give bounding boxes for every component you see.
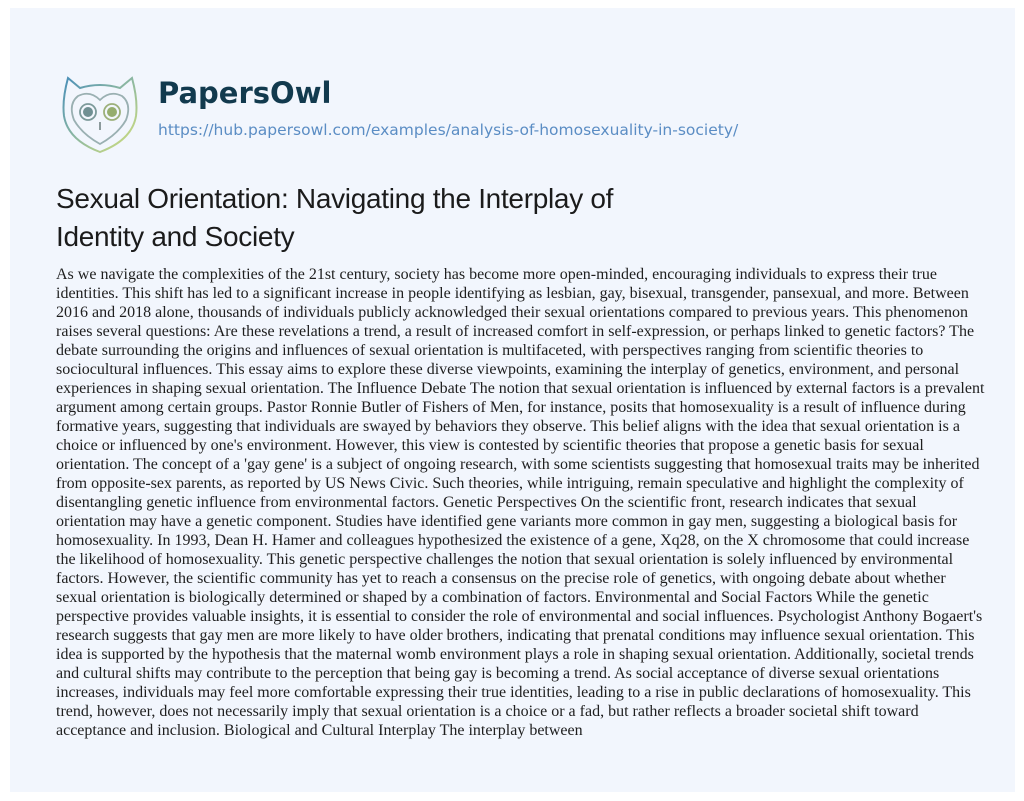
body-line: from opposite-sex parents, as reported by US News Civic. Such theories, while intriguing, remain speculative and highlight the complexity of	[56, 475, 964, 492]
body-line: As we navigate the complexities of the 21st century, society has become more open-minded, encouraging individuals to express their true	[56, 266, 937, 283]
body-line: orientation may have a genetic component. Studies have identified gene variants more common in gay men, suggesting a biological basis for	[56, 513, 958, 530]
body-line: homosexuality. In 1993, Dean H. Hamer and colleagues hypothesized the existence of a gene, Xq28, on the X chromosome that could increase	[56, 532, 970, 549]
article-body	[56, 265, 996, 740]
body-line: perspective provides valuable insights, it is essential to consider the role of environmental and social influences. Psychologist Anthony Bogaert's	[56, 608, 983, 625]
body-line: the likelihood of homosexuality. This genetic perspective challenges the notion that sexual orientation is solely influenced by environmental	[56, 551, 954, 568]
body-line: experiences in shaping sexual orientation. The Influence Debate The notion that sexual orientation is influenced by external factors is a prevalent	[56, 380, 985, 397]
body-line: acceptance and inclusion. Biological and Cultural Interplay The interplay between	[56, 722, 583, 739]
body-line: orientation. The concept of a 'gay gene' is a subject of ongoing research, with some scientists suggesting that homosexual traits may be inherited	[56, 456, 980, 473]
brand-name: PapersOwl	[158, 76, 332, 110]
document-card	[10, 8, 1015, 792]
body-line: 2016 and 2018 alone, thousands of individuals publicly acknowledged their sexual orientations compared to previous years. This phenomenon	[56, 304, 968, 321]
article-title-line: Identity and Society	[56, 221, 295, 252]
brand-block	[158, 70, 738, 140]
body-line: sociocultural influences. This essay aims to explore these diverse viewpoints, examining the interplay of genetics, environment, and personal	[56, 361, 960, 378]
body-line: factors. However, the scientific community has yet to reach a consensus on the precise role of genetics, with ongoing debate about whether	[56, 570, 946, 587]
body-line: idea is supported by the hypothesis that the maternal womb environment plays a role in shaping sexual orientation. Additionally, societal trends	[56, 646, 974, 663]
body-line: increases, individuals may feel more comfortable expressing their true identities, leading to a rise in public declarations of homosexuality. This	[56, 684, 971, 701]
body-line: identities. This shift has led to a significant increase in people identifying as lesbian, gay, bisexual, transgender, pansexual, and more. Between	[56, 285, 969, 302]
body-line: raises several questions: Are these revelations a trend, a result of increased comfort in self-expression, or perhaps linked to genetic factors? The	[56, 323, 975, 340]
body-line: research suggests that gay men are more likely to have older brothers, indicating that prenatal conditions may influence sexual orientation. This	[56, 627, 975, 644]
body-line: trend, however, does not necessarily imply that sexual orientation is a choice or a fad, but rather reflects a broader societal shift toward	[56, 703, 919, 720]
body-line: disentangling genetic influence from environmental factors. Genetic Perspectives On the scientific front, research indicates that sexual	[56, 494, 917, 511]
source-url-link[interactable]: https://hub.papersowl.com/examples/analysis-of-homosexuality-in-society/	[158, 121, 739, 139]
body-line: choice or influenced by one's environment. However, this view is contested by scientific theories that propose a genetic basis for sexual	[56, 437, 924, 454]
body-line: and cultural shifts may contribute to the perception that being gay is becoming a trend. As social acceptance of diverse sexual orientations	[56, 665, 940, 682]
body-line: formative years, suggesting that individuals are swayed by behaviors they observe. This belief aligns with the idea that sexual orientation is a	[56, 418, 960, 435]
owl-logo-icon	[56, 70, 144, 158]
body-line: argument among certain groups. Pastor Ronnie Butler of Fishers of Men, for instance, posits that homosexuality is a result of influence during	[56, 399, 966, 416]
article-title-line: Sexual Orientation: Navigating the Interplay of	[56, 183, 614, 214]
body-line: sexual orientation is biologically determined or shaped by a combination of factors. Environmental and Social Factors While the genetic	[56, 589, 929, 606]
body-line: debate surrounding the origins and influences of sexual orientation is multifaceted, with perspectives ranging from scientific theories to	[56, 342, 924, 359]
brand-header	[56, 70, 738, 160]
article-title	[56, 180, 736, 256]
